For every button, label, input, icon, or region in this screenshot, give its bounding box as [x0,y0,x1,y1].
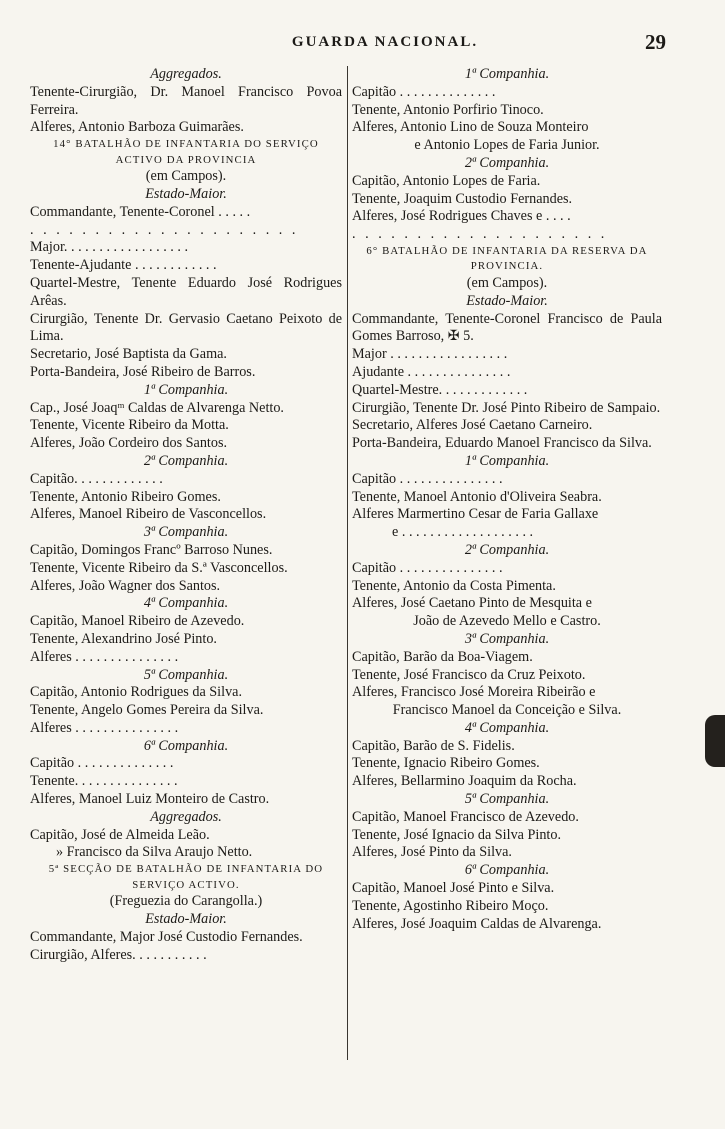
right-column-line: Alferes, Francisco José Moreira Ribeirão e [352,684,596,701]
right-column-line: Tenente, José Ignacio da Silva Pinto. [352,826,562,843]
right-column-line: 2ª Companhia. [464,541,550,558]
left-column-line: Capitão. . . . . . . . . . . . . [30,470,163,487]
left-column-line: » Francisco da Silva Araujo Netto. [56,844,253,861]
left-column-line: Cirurgião, Alferes. . . . . . . . . . . [30,946,207,963]
right-column-line: João de Azevedo Mello e Castro. [413,613,601,630]
page-number: 29 [645,30,666,54]
left-column-line: 2ª Companhia. [143,452,229,469]
right-column-line: Alferes, Antonio Lino de Souza Monteiro [352,119,589,136]
left-column-line: Aggregados. [150,808,222,825]
right-column-line: Alferes Marmertino Cesar de Faria Gallaxe [352,506,599,523]
left-column-line: Alferes, Manoel Luiz Monteiro de Castro. [30,791,270,808]
right-column-line: Capitão, Barão da Boa-Viagem. [352,648,533,665]
left-column-line: Cirurgião, Tenente Dr. Gervasio Caetano Peixoto de Lima. [30,310,342,345]
right-column-line: Tenente, Antonio Porfirio Tinoco. [352,101,544,118]
left-column-line: Cap., José Joaqᵐ Caldas de Alvarenga Netto. [30,399,284,416]
right-column-line: 1ª Companhia. [464,452,550,469]
left-column-line: Secretario, José Baptista da Gama. [30,346,227,363]
left-column-line: Alferes, Antonio Barboza Guimarães. [30,119,244,136]
right-column-line: Francisco Manoel da Conceição e Silva. [392,702,622,719]
left-column-line: Capitão, José de Almeida Leão. [30,826,210,843]
left-column-line: 1ª Companhia. [143,381,229,398]
right-column-line: Alferes, José Rodrigues Chaves e . . . . [352,208,571,225]
left-column [30,66,342,964]
left-column-line: (Freguezia do Carangolla.) [109,893,263,910]
right-column-line: 3ª Companhia. [464,630,550,647]
left-column-line: Tenente, Antonio Ribeiro Gomes. [30,488,221,505]
left-column-line: Alferes . . . . . . . . . . . . . . . [30,719,179,736]
right-column [352,66,662,933]
left-column-line: Commandante, Tenente-Coronel . . . . . [30,203,251,220]
right-column-line: Capitão, Manoel José Pinto e Silva. [352,880,555,897]
left-column-line: 5ª SECÇÃO DE BATALHÃO DE INFANTARIA DO SERVIÇO ACTIVO. [48,863,324,891]
left-column-line: Tenente, Vicente Ribeiro da Motta. [30,417,229,434]
binding-clip-mark [705,715,725,767]
right-column-line: 5ª Companhia. [464,791,550,808]
left-column-line: Major. . . . . . . . . . . . . . . . . . [30,239,189,256]
left-column-line: 3ª Companhia. [143,524,229,541]
right-column-line: Porta-Bandeira, Eduardo Manoel Francisco da Silva. [352,435,652,452]
right-column-line: Capitão, Antonio Lopes de Faria. [352,172,541,189]
left-column-line: Aggregados. [150,66,222,82]
page-title: GUARDA NACIONAL. [291,34,479,50]
left-column-line: 4ª Companhia. [143,595,229,612]
left-column-line: Tenente, Vicente Ribeiro da S.ª Vasconcellos. [30,559,288,576]
right-column-line: Cirurgião, Tenente Dr. José Pinto Ribeiro de Sampaio. [352,399,661,416]
right-column-line: Commandante, Tenente-Coronel Francisco de Paula Gomes Barroso, ✠ 5. [352,310,662,345]
left-column-line: Capitão, Antonio Rodrigues da Silva. [30,684,243,701]
left-column-line: Tenente. . . . . . . . . . . . . . . [30,773,178,790]
right-column-line: Ajudante . . . . . . . . . . . . . . . [352,363,511,380]
left-column-line: Alferes . . . . . . . . . . . . . . . [30,648,179,665]
left-column-line: Commandante, Major José Custodio Fernandes. [30,928,303,945]
right-column-line: Capitão . . . . . . . . . . . . . . . [352,470,503,487]
right-column-line: Capitão, Barão de S. Fidelis. [352,737,515,754]
left-column-line: . . . . . . . . . . . . . . . . . . . . . [30,221,299,238]
right-column-line: Estado-Maior. [466,292,548,309]
right-column-line: Tenente, Joaquim Custodio Fernandes. [352,190,573,207]
right-column-line: Capitão . . . . . . . . . . . . . . . [352,559,503,576]
right-column-line: 2ª Companhia. [464,154,550,171]
right-column-line: e Antonio Lopes de Faria Junior. [414,137,600,154]
right-column-line: 1ª Companhia. [464,66,550,82]
right-column-line: Tenente, Ignacio Ribeiro Gomes. [352,755,540,772]
right-column-line: Tenente, José Francisco da Cruz Peixoto. [352,666,586,683]
left-column-line: Tenente, Alexandrino José Pinto. [30,630,217,647]
column-divider [347,66,348,1060]
right-column-line: 4ª Companhia. [464,719,550,736]
left-column-line: Alferes, João Wagner dos Santos. [30,577,221,594]
left-column-line: Alferes, João Cordeiro dos Santos. [30,435,228,452]
right-column-line: e . . . . . . . . . . . . . . . . . . . [392,524,534,541]
right-column-line: Secretario, Alferes José Caetano Carneiro. [352,417,593,434]
right-column-line: Tenente, Agostinho Ribeiro Moço. [352,897,549,914]
left-column-line: Tenente-Ajudante . . . . . . . . . . . . [30,257,217,274]
right-column-line: Capitão, Manoel Francisco de Azevedo. [352,808,579,825]
left-column-line: Estado-Maior. [145,185,227,202]
left-column-line: 6ª Companhia. [143,737,229,754]
left-column-line: Quartel-Mestre, Tenente Eduardo José Rodrigues Arêas. [30,274,342,309]
left-column-line: Capitão, Manoel Ribeiro de Azevedo. [30,613,245,630]
left-column-line: (em Campos). [145,168,227,185]
right-column-line: Quartel-Mestre. . . . . . . . . . . . . [352,381,528,398]
right-column-line: Tenente, Manoel Antonio d'Oliveira Seabra. [352,488,602,505]
left-column-line: Porta-Bandeira, José Ribeiro de Barros. [30,363,256,380]
right-column-line: . . . . . . . . . . . . . . . . . . . . [352,226,608,243]
right-column-line: Alferes, José Pinto da Silva. [352,844,512,861]
right-column-line: Capitão . . . . . . . . . . . . . . [352,83,496,100]
right-column-line: (em Campos). [466,274,548,291]
page-header [30,30,670,56]
right-column-line: 6ª Companhia. [464,862,550,879]
right-column-line: Alferes, José Joaquim Caldas de Alvarenga. [352,915,602,932]
left-column-line: Capitão . . . . . . . . . . . . . . [30,755,174,772]
left-column-line: Capitão, Domingos Francº Barroso Nunes. [30,541,273,558]
left-column-line: 5ª Companhia. [143,666,229,683]
right-column-line: Major . . . . . . . . . . . . . . . . . [352,346,508,363]
left-column-line: Estado-Maior. [145,911,227,928]
left-column-line: Alferes, Manoel Ribeiro de Vasconcellos. [30,506,267,523]
left-column-line: 14° BATALHÃO DE INFANTARIA DO SERVIÇO ACTIVO DA PROVINCIA [53,138,319,166]
left-column-line: Tenente, Angelo Gomes Pereira da Silva. [30,702,264,719]
right-column-line: Alferes, Bellarmino Joaquim da Rocha. [352,773,577,790]
left-column-line: Tenente-Cirurgião, Dr. Manoel Francisco Povoa Ferreira. [30,83,342,118]
right-column-line: Tenente, Antonio da Costa Pimenta. [352,577,556,594]
right-column-line: 6° BATALHÃO DE INFANTARIA DA RESERVA DA PROVINCIA. [366,244,648,273]
right-column-line: Alferes, José Caetano Pinto de Mesquita e [352,595,592,612]
